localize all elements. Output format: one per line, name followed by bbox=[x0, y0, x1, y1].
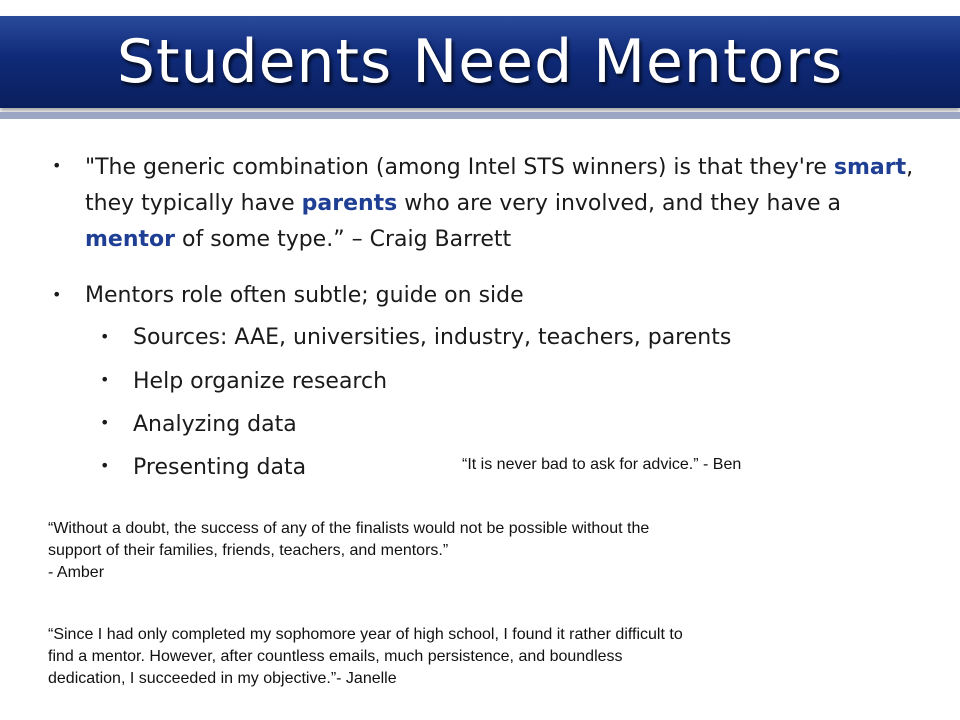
bullet-dot-1: • bbox=[52, 156, 62, 175]
quote-amber bbox=[48, 518, 928, 584]
subbullet-analyzing-data: Analyzing data bbox=[133, 412, 297, 437]
slide-title: Students Need Mentors bbox=[116, 27, 844, 97]
highlight-mentor: mentor bbox=[85, 227, 175, 252]
subbullet-sources: Sources: AAE, universities, industry, teachers, parents bbox=[133, 325, 732, 350]
subbullet-dot-1: • bbox=[100, 327, 110, 346]
highlight-smart: smart bbox=[833, 155, 907, 180]
subbullet-dot-2: • bbox=[100, 370, 110, 389]
highlight-parents: parents bbox=[301, 191, 398, 216]
bullet1-text-d: of some type.” – Craig Barrett bbox=[175, 227, 512, 252]
subbullet-dot-3: • bbox=[100, 413, 110, 432]
quote-janelle-line-2: find a mentor. However, after countless emails, much persistence, and boundless bbox=[48, 648, 623, 665]
quote-janelle-line-3: dedication, I succeeded in my objective.”- Janelle bbox=[48, 670, 397, 687]
subbullet-organize-research: Help organize research bbox=[133, 369, 388, 394]
banner-rule bbox=[0, 112, 960, 119]
top-strip bbox=[0, 0, 960, 16]
bullet1-text-c: who are very involved, and they have a bbox=[397, 191, 841, 216]
quote-ben: “It is never bad to ask for advice.” - Ben bbox=[462, 456, 742, 473]
subbullet-dot-4: • bbox=[100, 456, 110, 475]
subbullet-presenting-data: Presenting data bbox=[133, 455, 307, 480]
quote-janelle bbox=[48, 624, 928, 690]
quote-amber-line-2: support of their families, friends, teachers, and mentors.” bbox=[48, 542, 449, 559]
bullet-mentors-role: Mentors role often subtle; guide on side bbox=[85, 283, 524, 308]
bullet1-text-a: "The generic combination (among Intel STS winners) is that they're bbox=[85, 155, 834, 180]
quote-janelle-line-1: “Since I had only completed my sophomore year of high school, I found it rather difficult to bbox=[48, 626, 683, 643]
bullet1-text-b: , they typically have bbox=[85, 155, 914, 216]
bullet-dot-2: • bbox=[52, 285, 62, 304]
bullet-craig-barrett-quote bbox=[85, 150, 935, 258]
quote-amber-line-3: - Amber bbox=[48, 564, 105, 581]
quote-amber-line-1: “Without a doubt, the success of any of the finalists would not be possible without the bbox=[48, 520, 650, 537]
